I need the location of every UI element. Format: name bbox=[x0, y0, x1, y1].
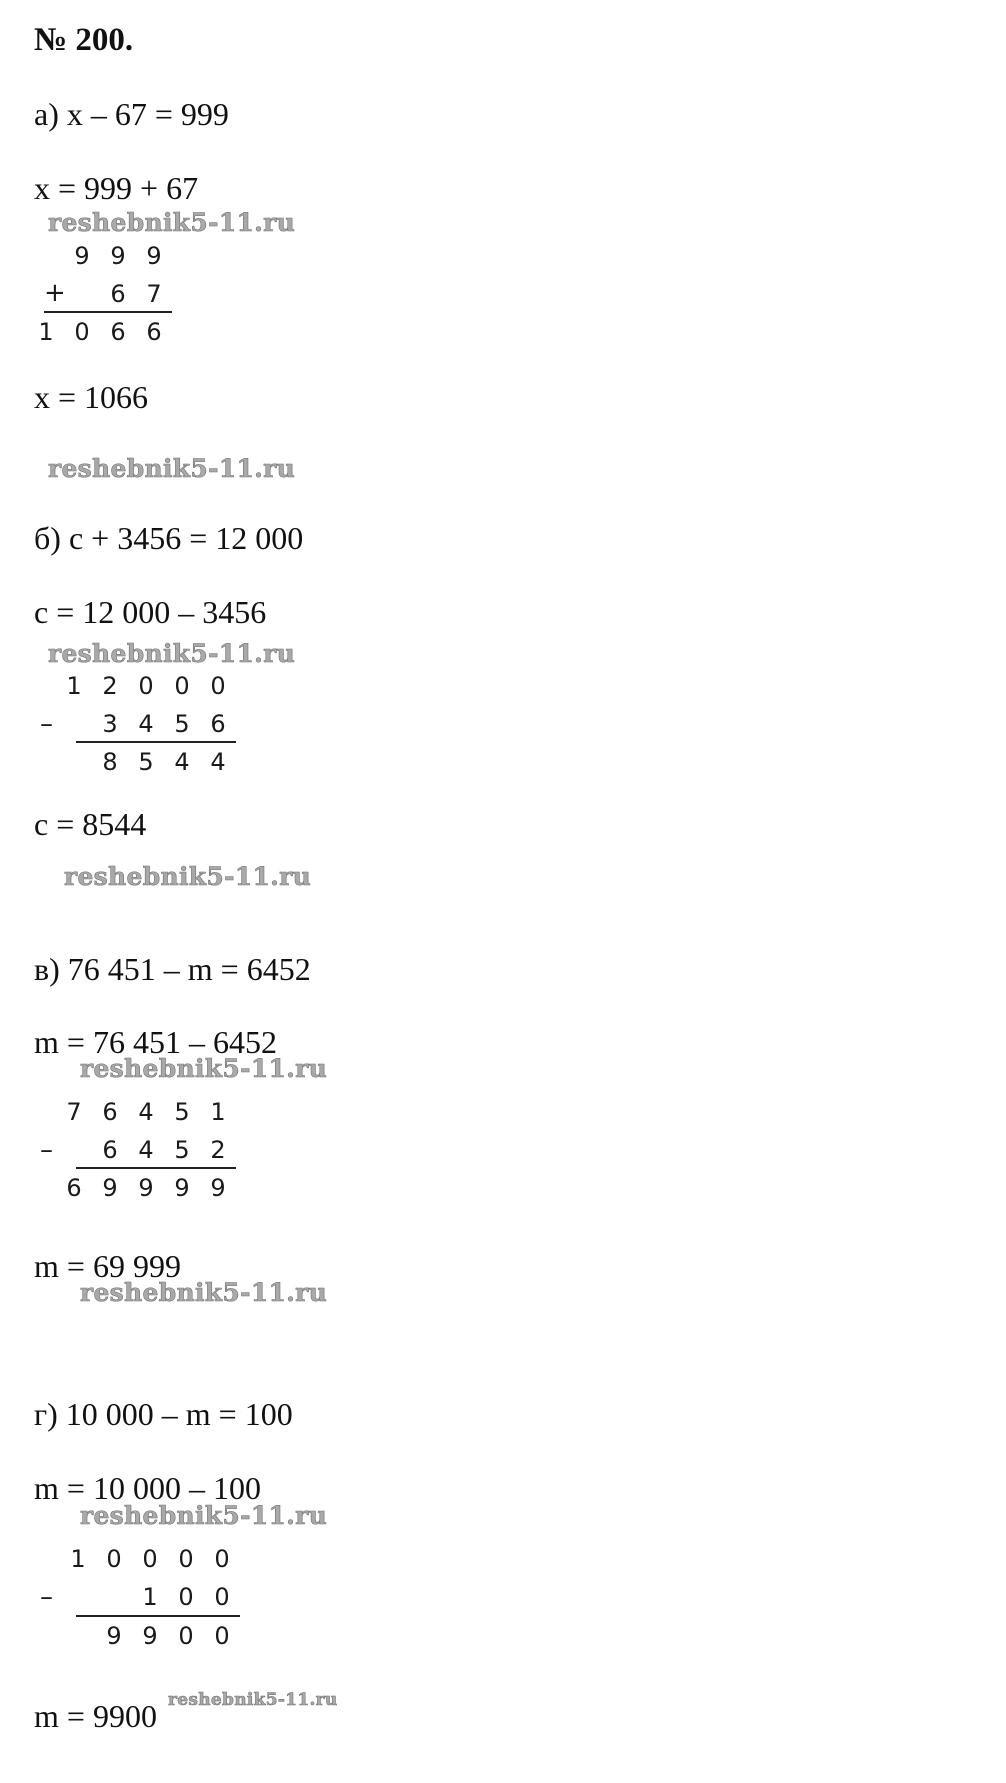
task-d-equation: г) 10 000 – m = 100 bbox=[34, 1396, 293, 1432]
watermark: reshebnik5-11.ru bbox=[48, 454, 296, 483]
digit: 9 bbox=[106, 1622, 122, 1650]
digit: 0 bbox=[214, 1622, 230, 1650]
digit: 6 bbox=[102, 1098, 118, 1126]
digit: 6 bbox=[110, 280, 126, 308]
task-c-column-result bbox=[56, 1176, 236, 1200]
task-c-answer: m = 69 999 bbox=[34, 1248, 181, 1284]
task-d-column-rule bbox=[76, 1615, 240, 1617]
task-a-column-result bbox=[28, 320, 172, 344]
task-b-column-rule bbox=[76, 741, 236, 743]
task-c-column-sign: – bbox=[40, 1135, 53, 1165]
digit: 5 bbox=[174, 710, 190, 738]
digit: 0 bbox=[138, 672, 154, 700]
watermark: reshebnik5-11.ru bbox=[64, 862, 312, 891]
task-d-column-top bbox=[60, 1547, 240, 1571]
digit: 0 bbox=[178, 1545, 194, 1573]
problem-heading: № 200. bbox=[34, 22, 134, 58]
digit: 6 bbox=[146, 318, 162, 346]
task-c-column-rule bbox=[76, 1167, 236, 1169]
digit: 1 bbox=[70, 1545, 86, 1573]
task-c-step: m = 76 451 – 6452 bbox=[34, 1024, 277, 1060]
digit: 1 bbox=[210, 1098, 226, 1126]
task-a-column-bottom bbox=[40, 278, 172, 308]
digit: 1 bbox=[142, 1583, 158, 1611]
digit: 6 bbox=[210, 710, 226, 738]
task-a-answer: x = 1066 bbox=[34, 379, 149, 415]
task-a-column-sign: + bbox=[44, 278, 66, 308]
task-b-answer: c = 8544 bbox=[34, 806, 147, 842]
digit: 1 bbox=[66, 672, 82, 700]
task-a-column-rule bbox=[44, 311, 172, 313]
task-a-step: x = 999 + 67 bbox=[34, 170, 199, 206]
task-d-answer: m = 9900 bbox=[34, 1698, 157, 1734]
task-d-column-sign: – bbox=[40, 1582, 53, 1612]
digit: 5 bbox=[138, 748, 154, 776]
digit: 0 bbox=[214, 1583, 230, 1611]
digit: 5 bbox=[174, 1098, 190, 1126]
digit: 0 bbox=[174, 672, 190, 700]
task-b-step: c = 12 000 – 3456 bbox=[34, 594, 267, 630]
digit: 7 bbox=[66, 1098, 82, 1126]
digit: 0 bbox=[210, 672, 226, 700]
task-c-column-bottom bbox=[56, 1138, 236, 1162]
digit: 9 bbox=[138, 1174, 154, 1202]
digit: 0 bbox=[142, 1545, 158, 1573]
digit: 0 bbox=[178, 1583, 194, 1611]
digit: 9 bbox=[210, 1174, 226, 1202]
digit: 9 bbox=[142, 1622, 158, 1650]
watermark: reshebnik5-11.ru bbox=[48, 208, 296, 237]
task-a-equation: а) x – 67 = 999 bbox=[34, 96, 229, 132]
task-d-column-bottom bbox=[60, 1585, 240, 1609]
digit: 0 bbox=[178, 1622, 194, 1650]
task-a-column-top bbox=[40, 244, 172, 268]
digit: 6 bbox=[102, 1136, 118, 1164]
task-c-column-top bbox=[56, 1100, 236, 1124]
digit: 9 bbox=[102, 1174, 118, 1202]
digit: 7 bbox=[146, 280, 162, 308]
digit: 6 bbox=[110, 318, 126, 346]
digit: 2 bbox=[210, 1136, 226, 1164]
digit: 0 bbox=[106, 1545, 122, 1573]
digit: 9 bbox=[110, 242, 126, 270]
digit: 4 bbox=[210, 748, 226, 776]
digit: 9 bbox=[74, 242, 90, 270]
watermark: reshebnik5-11.ru bbox=[80, 1278, 328, 1307]
watermark: reshebnik5-11.ru bbox=[168, 1690, 338, 1710]
digit: 1 bbox=[38, 318, 54, 346]
digit: 4 bbox=[138, 1136, 154, 1164]
digit: 4 bbox=[174, 748, 190, 776]
task-d-step: m = 10 000 – 100 bbox=[34, 1470, 261, 1506]
task-b-column-top bbox=[56, 674, 236, 698]
task-b-column-result bbox=[56, 750, 236, 774]
digit: 4 bbox=[138, 1098, 154, 1126]
task-b-column-sign: – bbox=[40, 709, 53, 739]
digit: 8 bbox=[102, 748, 118, 776]
task-b-equation: б) c + 3456 = 12 000 bbox=[34, 520, 304, 556]
task-d-column-result bbox=[60, 1624, 240, 1648]
digit: 4 bbox=[138, 710, 154, 738]
digit: 5 bbox=[174, 1136, 190, 1164]
digit: 0 bbox=[74, 318, 90, 346]
digit: 3 bbox=[102, 710, 118, 738]
task-b-column-bottom bbox=[56, 712, 236, 736]
digit: 9 bbox=[146, 242, 162, 270]
watermark: reshebnik5-11.ru bbox=[48, 639, 296, 668]
digit: 0 bbox=[214, 1545, 230, 1573]
digit: 9 bbox=[174, 1174, 190, 1202]
watermark: reshebnik5-11.ru bbox=[80, 1054, 328, 1083]
digit: 6 bbox=[66, 1174, 82, 1202]
watermark: reshebnik5-11.ru bbox=[80, 1501, 328, 1530]
digit: 2 bbox=[102, 672, 118, 700]
task-c-equation: в) 76 451 – m = 6452 bbox=[34, 951, 311, 987]
